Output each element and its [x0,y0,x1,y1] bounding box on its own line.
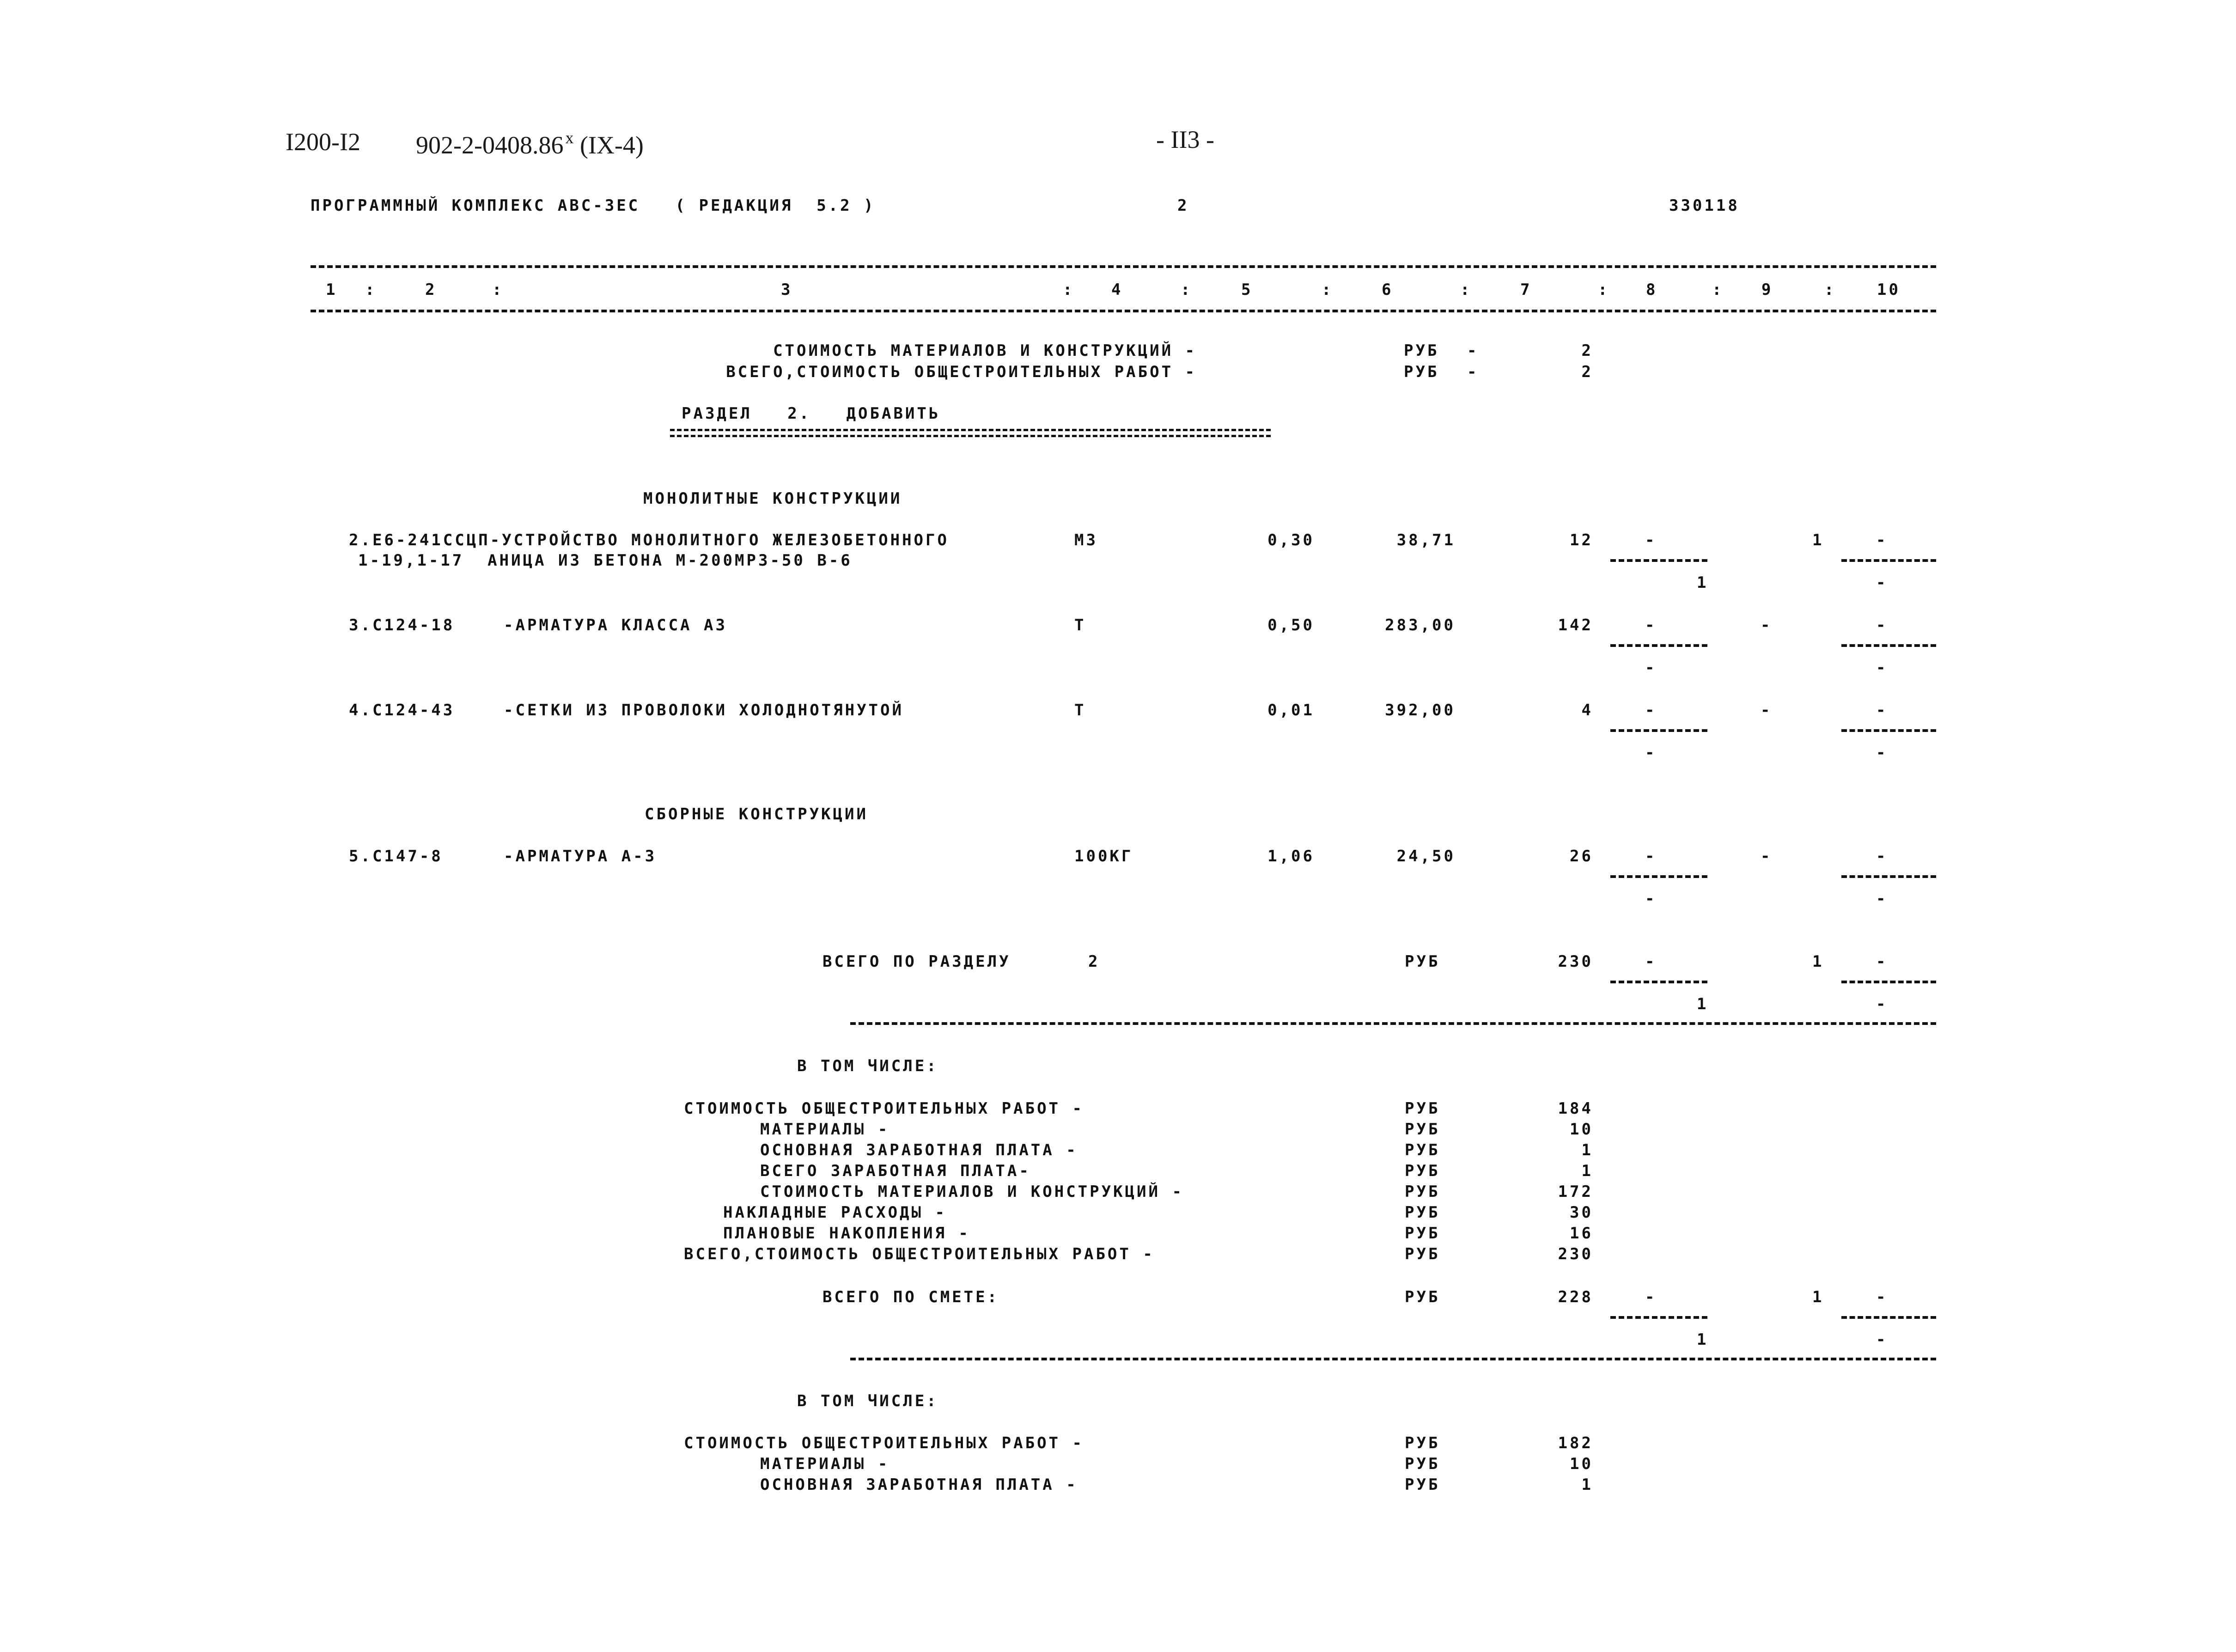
breakdown-label: МАТЕРИАЛЫ - [760,1455,890,1473]
breakdown-unit: РУБ [1405,1245,1440,1263]
breakdown-unit: РУБ [1405,1120,1440,1139]
group-precast: СБОРНЫЕ КОНСТРУКЦИИ [645,805,868,823]
item-code: 2.Е6-241ССЦП-УСТРОЙСТВО МОНОЛИТНОГО ЖЕЛЕЗОБЕТОННОГО [349,531,949,549]
col10-bottom: - [1876,658,1888,677]
item-unit: Т [1074,616,1086,634]
col8-rule [1610,559,1707,562]
section-title: РАЗДЕЛ 2. ДОБАВИТЬ [682,404,941,423]
col10-rule [1841,559,1936,562]
col8-top: - [1645,1288,1657,1306]
header-column-2: 2 [1177,196,1189,215]
col8-rule [1610,1316,1707,1319]
top-total-unit: РУБ [1404,341,1439,360]
col10-top: - [1876,1288,1888,1306]
breakdown-label: ВСЕГО ЗАРАБОТНАЯ ПЛАТА- [760,1162,1031,1180]
breakdown-unit: РУБ [1405,1455,1440,1473]
col10-rule [1841,729,1936,732]
breakdown-label: МАТЕРИАЛЫ - [760,1120,890,1139]
item-quantity: 0,30 [1267,531,1315,549]
top-total-label: ВСЕГО,СТОИМОСТЬ ОБЩЕСТРОИТЕЛЬНЫХ РАБОТ - [726,363,1197,381]
col10-bottom: - [1876,744,1888,762]
breakdown-value: 30 [1570,1203,1593,1222]
breakdown-label: СТОИМОСТЬ ОБЩЕСТРОИТЕЛЬНЫХ РАБОТ - [684,1434,1084,1452]
project-code-sup: x [565,128,574,147]
including-heading: В ТОМ ЧИСЛЕ: [797,1392,938,1410]
top-total-dash: - [1467,341,1479,360]
item-price: 24,50 [1396,847,1456,866]
col-num-5: 5 [1241,280,1253,299]
col10-extra: 1 [1812,531,1824,549]
estimate-total-rule [850,1358,1936,1360]
col10-extra: 1 [1812,1288,1824,1306]
header-code: 330118 [1669,196,1740,215]
item-total: 12 [1570,531,1593,549]
item-total: 26 [1570,847,1593,866]
col10-top: - [1876,701,1888,719]
col-num-6: 6 [1382,280,1394,299]
section-total-value: 230 [1558,952,1593,971]
header-top-rule [311,265,1936,268]
col8-rule [1610,644,1707,647]
item-price: 283,00 [1385,616,1456,634]
breakdown-value: 182 [1558,1434,1593,1452]
breakdown-unit: РУБ [1405,1434,1440,1452]
col-num-10: 10 [1877,280,1901,299]
project-code [416,129,644,158]
breakdown-value: 1 [1581,1162,1593,1180]
col8-bottom: 1 [1697,1330,1709,1349]
breakdown-label: СТОИМОСТЬ ОБЩЕСТРОИТЕЛЬНЫХ РАБОТ - [684,1099,1084,1118]
col9-value: - [1761,616,1773,634]
col9-value: - [1761,701,1773,719]
breakdown-value: 172 [1558,1183,1593,1201]
top-total-unit: РУБ [1404,363,1439,381]
col8-rule [1610,729,1707,732]
item-unit: М3 [1074,531,1098,549]
breakdown-unit: РУБ [1405,1183,1440,1201]
section-total-number: 2 [1088,952,1100,971]
item-code: 3.С124-18 [349,616,455,634]
col-num-4: 4 [1111,280,1123,299]
top-total-value: 2 [1581,341,1593,360]
breakdown-value: 1 [1581,1141,1593,1159]
estimate-total-value: 228 [1558,1288,1593,1306]
col8-rule [1610,875,1707,878]
col8-top: - [1645,616,1657,634]
item-quantity: 0,01 [1267,701,1315,719]
col10-top: - [1876,616,1888,634]
item-quantity: 1,06 [1267,847,1315,866]
col10-rule [1841,1316,1936,1319]
breakdown-unit: РУБ [1405,1224,1440,1243]
section-total-rule [850,1022,1936,1025]
item-code: 4.С124-43 [349,701,455,719]
group-monolithic: МОНОЛИТНЫЕ КОНСТРУКЦИИ [643,489,902,508]
col-num-1: 1 [326,280,338,299]
breakdown-label: ВСЕГО,СТОИМОСТЬ ОБЩЕСТРОИТЕЛЬНЫХ РАБОТ - [684,1245,1155,1263]
col8-bottom: - [1645,890,1657,908]
header-bottom-rule [311,310,1936,312]
breakdown-unit: РУБ [1405,1475,1440,1494]
col-num-7: 7 [1520,280,1532,299]
document-number: I200-I2 [286,128,360,156]
breakdown-unit: РУБ [1405,1141,1440,1159]
col8-top: - [1645,531,1657,549]
col10-rule [1841,981,1936,983]
breakdown-value: 1 [1581,1475,1593,1494]
breakdown-label: ПЛАНОВЫЕ НАКОПЛЕНИЯ - [723,1224,970,1243]
col10-bottom: - [1876,890,1888,908]
col8-rule [1610,981,1707,983]
item-code-continuation: 1-19,1-17 АНИЦА ИЗ БЕТОНА М-200МРЗ-50 В-6 [358,551,853,570]
breakdown-value: 10 [1570,1455,1593,1473]
item-price: 38,71 [1396,531,1456,549]
item-total: 142 [1558,616,1593,634]
project-code-part: (IX-4) [579,131,644,159]
col10-rule [1841,644,1936,647]
item-price: 392,00 [1385,701,1456,719]
col8-top: - [1645,847,1657,866]
top-total-label: СТОИМОСТЬ МАТЕРИАЛОВ И КОНСТРУКЦИЙ - [773,341,1197,360]
breakdown-unit: РУБ [1405,1099,1440,1118]
col10-top: - [1876,531,1888,549]
program-line: ПРОГРАММНЫЙ КОМПЛЕКС АВС-ЗЕС ( РЕДАКЦИЯ 5.2 ) [311,196,876,215]
item-code: 5.С147-8 [349,847,443,866]
item-unit: 100КГ [1074,847,1133,866]
estimate-total-unit: РУБ [1405,1288,1440,1306]
breakdown-value: 230 [1558,1245,1593,1263]
col10-bottom: - [1876,995,1888,1013]
breakdown-label: СТОИМОСТЬ МАТЕРИАЛОВ И КОНСТРУКЦИЙ - [760,1183,1184,1201]
item-description: -АРМАТУРА А-3 [504,847,657,866]
top-total-value: 2 [1581,363,1593,381]
item-quantity: 0,50 [1267,616,1315,634]
including-heading: В ТОМ ЧИСЛЕ: [797,1057,938,1075]
col8-bottom: 1 [1697,573,1709,592]
item-total: 4 [1581,701,1593,719]
col8-bottom: 1 [1697,995,1709,1013]
breakdown-label: ОСНОВНАЯ ЗАРАБОТНАЯ ПЛАТА - [760,1141,1078,1159]
section-total-unit: РУБ [1405,952,1440,971]
section-underline [670,429,1271,437]
col8-bottom: - [1645,658,1657,677]
project-code-main: 902-2-0408.86 [416,131,564,159]
breakdown-value: 16 [1570,1224,1593,1243]
breakdown-label: ОСНОВНАЯ ЗАРАБОТНАЯ ПЛАТА - [760,1475,1078,1494]
col10-extra: 1 [1812,952,1824,971]
col-num-3: 3 [781,280,793,299]
top-total-dash: - [1467,363,1479,381]
col-num-2: 2 [425,280,437,299]
estimate-total-label: ВСЕГО ПО СМЕТЕ: [823,1288,999,1306]
item-description: -СЕТКИ ИЗ ПРОВОЛОКИ ХОЛОДНОТЯНУТОЙ [504,701,904,719]
breakdown-label: НАКЛАДНЫЕ РАСХОДЫ - [723,1203,947,1222]
col8-bottom: - [1645,744,1657,762]
breakdown-unit: РУБ [1405,1203,1440,1222]
col10-rule [1841,875,1936,878]
breakdown-unit: РУБ [1405,1162,1440,1180]
page-number: - II3 - [1156,126,1214,153]
col-num-9: 9 [1761,280,1773,299]
col10-top: - [1876,952,1888,971]
col10-bottom: - [1876,1330,1888,1349]
item-unit: Т [1074,701,1086,719]
col10-bottom: - [1876,573,1888,592]
col10-top: - [1876,847,1888,866]
col8-top: - [1645,701,1657,719]
breakdown-value: 10 [1570,1120,1593,1139]
item-description: -АРМАТУРА КЛАССА А3 [504,616,727,634]
section-total-label: ВСЕГО ПО РАЗДЕЛУ [823,952,1011,971]
col-num-8: 8 [1646,280,1658,299]
col9-value: - [1761,847,1773,866]
breakdown-value: 184 [1558,1099,1593,1118]
col8-top: - [1645,952,1657,971]
